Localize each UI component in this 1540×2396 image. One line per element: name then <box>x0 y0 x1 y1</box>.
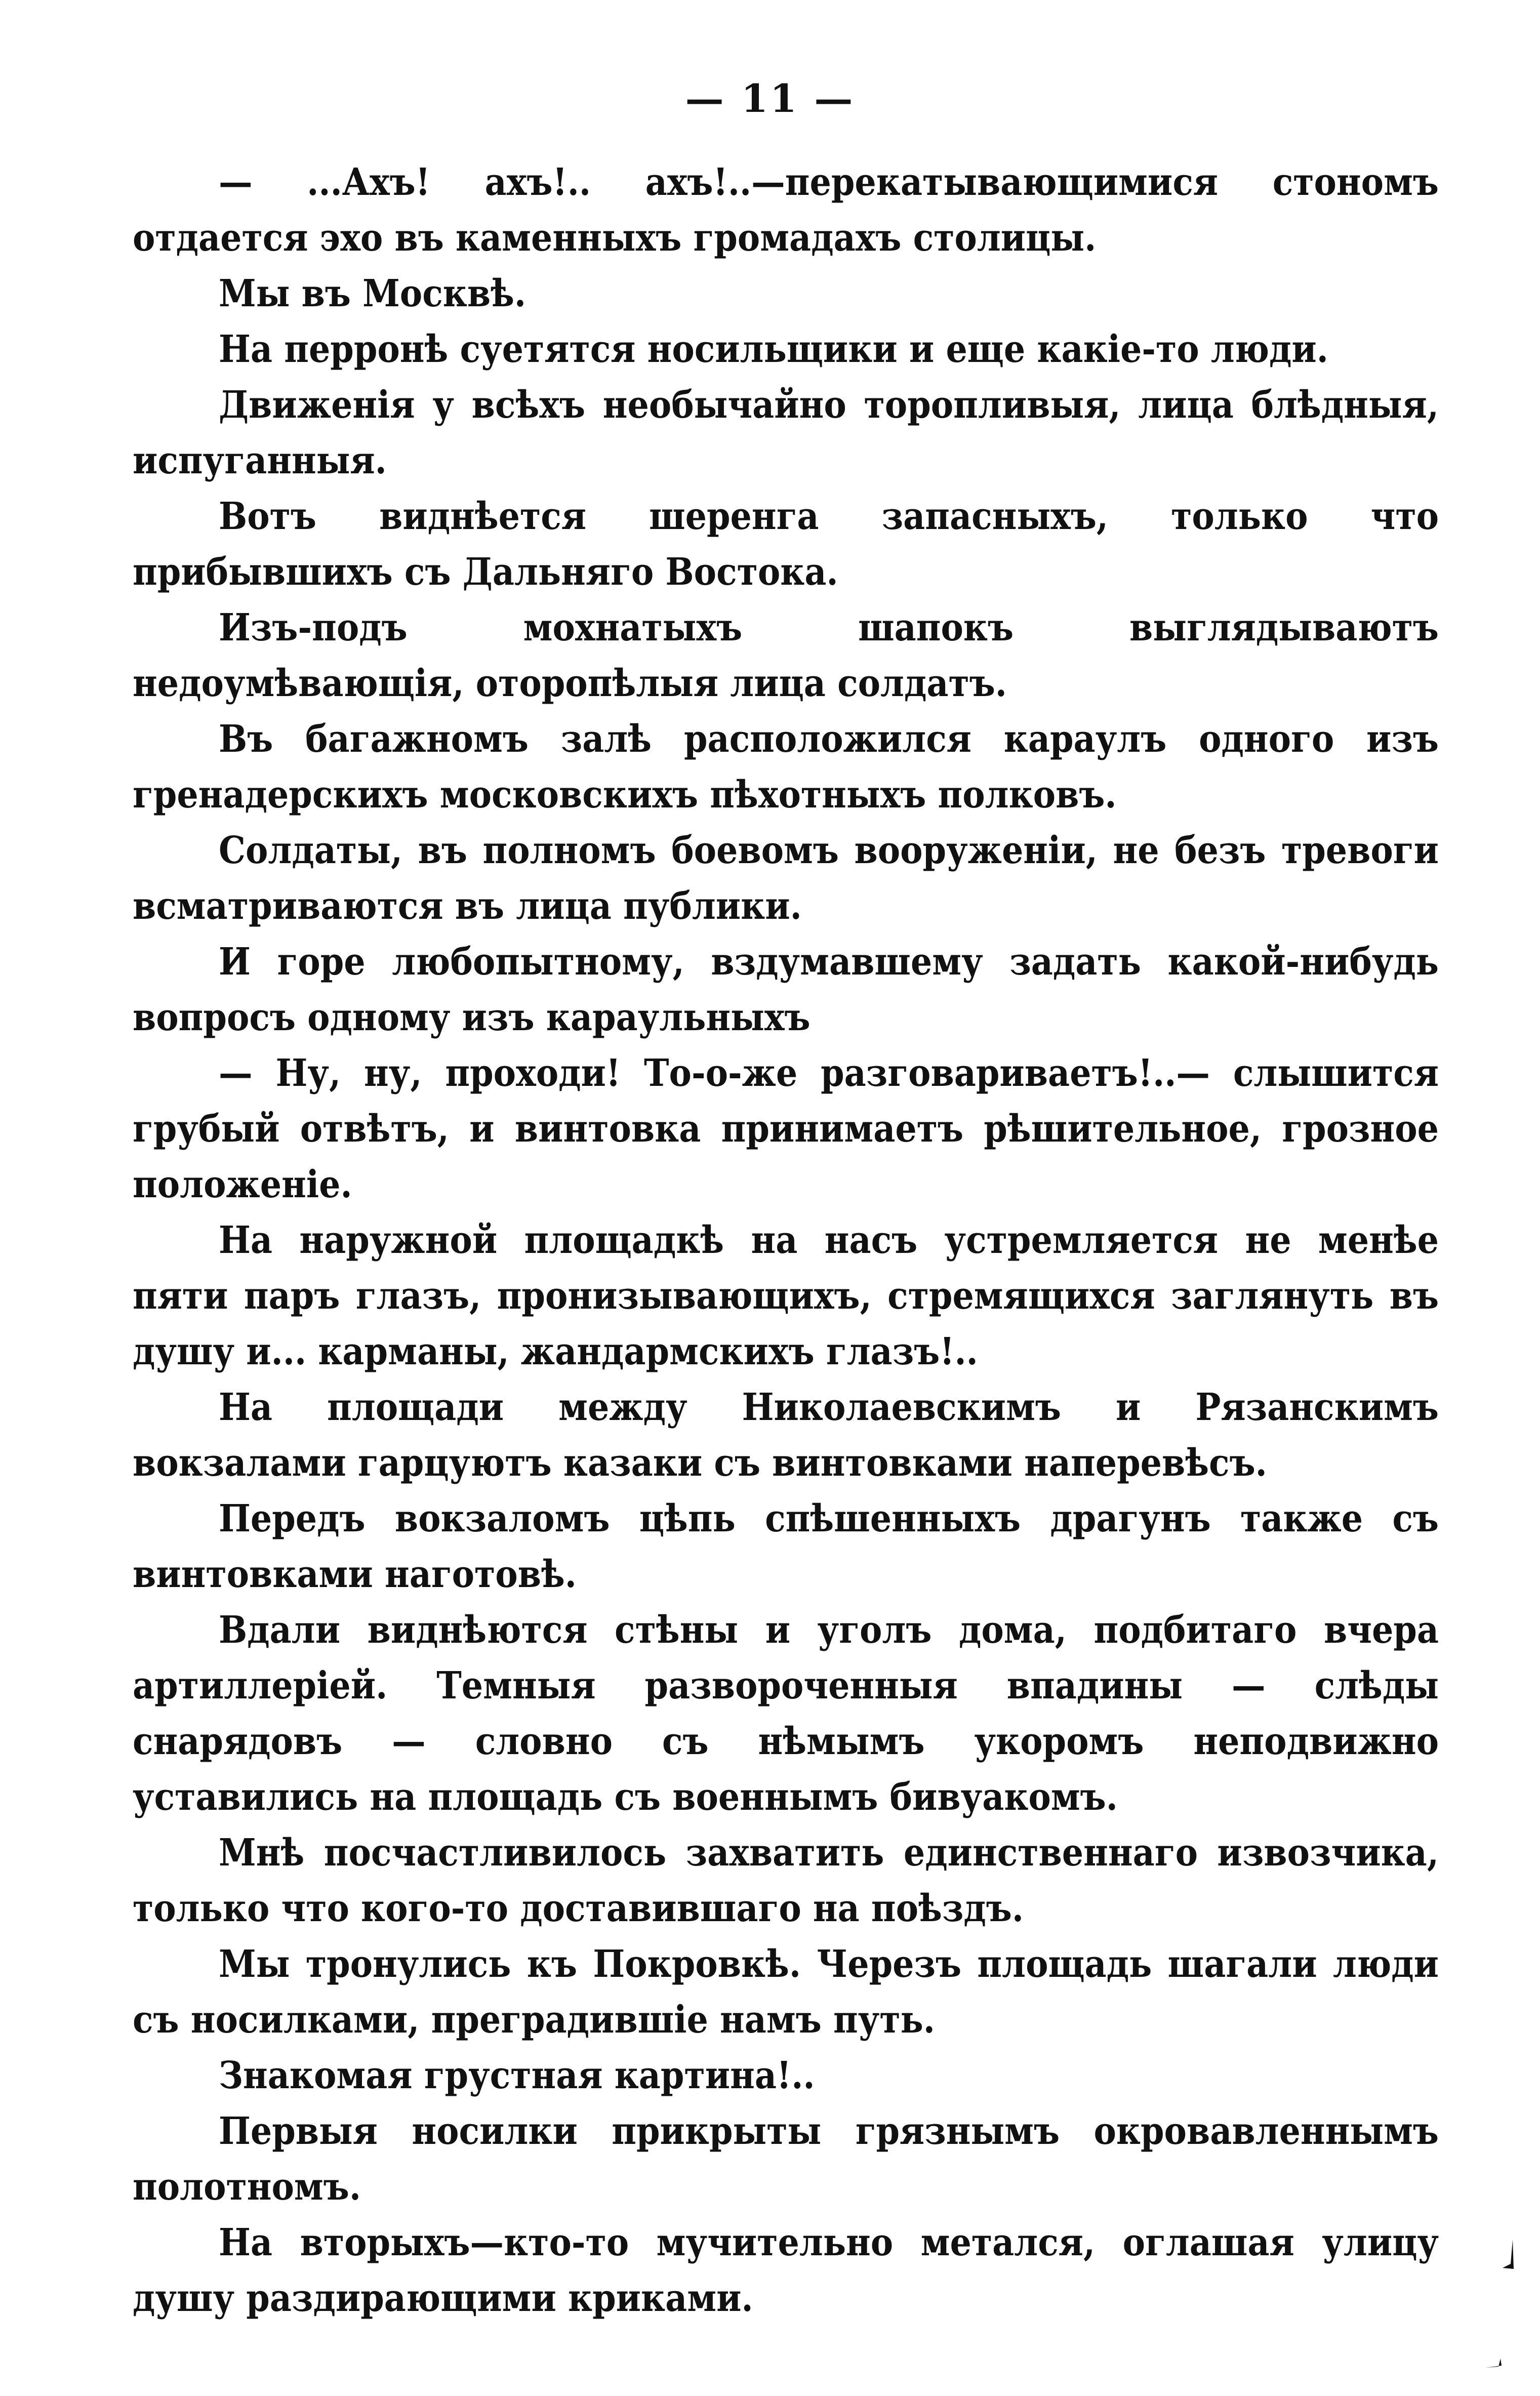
paragraph: Передъ вокзаломъ цѣпь спѣшенныхъ драгунъ также съ винтовками наготовѣ. <box>133 1497 1439 1596</box>
paragraph: Вдали виднѣются стѣны и уголъ дома, подбитаго вчера артиллеріей. Темныя развороченныя впадины — слѣды снарядовъ — словно съ нѣмымъ укоромъ неподвижно уставились на площадь съ военнымъ бивуакомъ. <box>133 1608 1439 1819</box>
paragraph: Вотъ виднѣется шеренга запасныхъ, только что прибывшихъ съ Дальняго Востока. <box>133 495 1439 594</box>
paragraph: Мы въ Москвѣ. <box>219 272 526 315</box>
paragraph: — Ну, ну, проходи! То-о-же разговариваетъ!..— слышится грубый отвѣтъ, и винтовка принимаетъ рѣшительное, грозное положеніе. <box>133 1051 1439 1206</box>
paragraph: Изъ-подъ мохнатыхъ шапокъ выглядываютъ недоумѣвающія, оторопѣлыя лица солдатъ. <box>133 606 1439 705</box>
print-artifact-mark <box>1498 2238 1519 2278</box>
paragraph: Солдаты, въ полномъ боевомъ вооруженіи, не безъ тревоги всматриваются въ лица публики. <box>133 829 1439 928</box>
paragraph: Первыя носилки прикрыты грязнымъ окровавленнымъ полотномъ. <box>133 2109 1439 2209</box>
paragraph: Знакомая грустная картина!.. <box>219 2054 815 2097</box>
paragraph: Въ багажномъ залѣ расположился караулъ одного изъ гренадерскихъ московскихъ пѣхотныхъ полковъ. <box>133 717 1439 817</box>
paragraph: Мы тронулись къ Покровкѣ. Черезъ площадь шагали люди съ носилками, преградившіе намъ путь. <box>133 1942 1439 2042</box>
paragraph: На наружной площадкѣ на насъ устремляется не менѣе пяти паръ глазъ, пронизывающихъ, стремящихся заглянуть въ душу и... карманы, жандармскихъ глазъ!.. <box>133 1219 1439 1373</box>
paragraph: Движенія у всѣхъ необычайно торопливыя, лица блѣдныя, испуганныя. <box>133 383 1439 482</box>
print-artifact-mark <box>1483 2357 1504 2372</box>
paragraph: И горе любопытному, вздумавшему задать какой-нибудь вопросъ одному изъ караульныхъ <box>133 940 1439 1039</box>
paragraph: Мнѣ посчастливилось захватить единственнаго извозчика, только что кого-то доставившаго на поѣздъ. <box>133 1831 1439 1930</box>
paragraph: — ...Ахъ! ахъ!.. ахъ!..—перекатывающимися стономъ отдается эхо въ каменныхъ громадахъ столицы. <box>133 160 1439 260</box>
paragraph: На площади между Николаевскимъ и Рязанскимъ вокзалами гарцуютъ казаки съ винтовками наперевѣсъ. <box>133 1386 1439 1485</box>
paragraph: На вторыхъ—кто-то мучительно метался, оглашая улицу душу раздирающими криками. <box>133 2221 1439 2320</box>
body-text <box>133 154 1439 2326</box>
paragraph: На перронѣ суетятся носильщики и еще какіе-то люди. <box>219 328 1328 371</box>
page-number: — 11 — <box>685 76 855 121</box>
